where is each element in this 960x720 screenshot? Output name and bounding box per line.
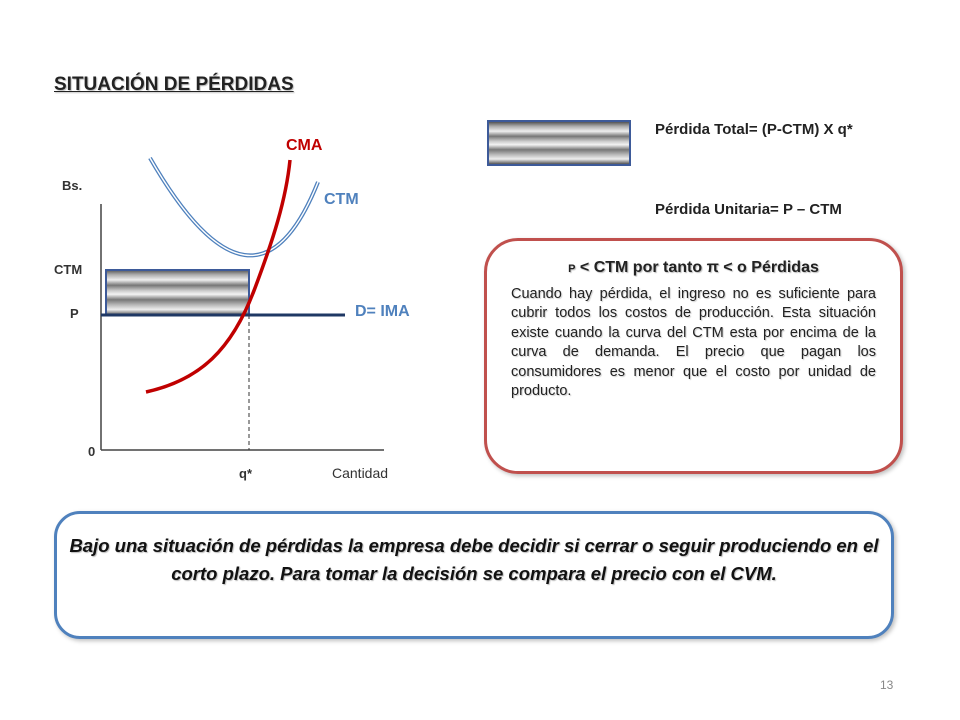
x-axis-label: Cantidad — [332, 465, 389, 481]
ctm-level-label: CTM — [54, 262, 83, 277]
y-axis-label: Bs. — [62, 178, 83, 193]
explanation-body: Cuando hay pérdida, el ingreso no es suficiente para cubrir todos los costos de producción. Esta situación existe cuando la curva del CTM esta por encima de la curva de demanda. El precio que pagan los consumidores es menor que el costo por unidad de producto. — [511, 286, 876, 400]
ctm-curve-highlight — [150, 158, 318, 255]
loss-area — [106, 270, 249, 315]
explanation-heading — [487, 259, 900, 277]
origin-label: 0 — [88, 444, 96, 459]
ctm-curve — [150, 158, 318, 255]
loss-graph — [0, 0, 480, 500]
heading-price-symbol: P — [568, 263, 576, 275]
page-title: SITUACIÓN DE PÉRDIDAS — [54, 74, 294, 95]
ctm-label: CTM — [324, 191, 359, 208]
page-number: 13 — [880, 678, 894, 692]
explanation-box — [484, 238, 903, 474]
unit-loss-formula: Pérdida Unitaria= P – CTM — [655, 201, 842, 218]
loss-area-legend-swatch — [487, 120, 631, 166]
heading-text: < CTM por tanto π < o Pérdidas — [575, 259, 819, 276]
quantity-label: q* — [239, 466, 252, 481]
cma-label: CMA — [286, 137, 323, 154]
price-label: P — [70, 306, 79, 321]
conclusion-box — [54, 511, 894, 639]
demand-label: D= IMA — [355, 303, 410, 320]
total-loss-formula: Pérdida Total= (P-CTM) X q* — [655, 121, 853, 138]
conclusion-text: Bajo una situación de pérdidas la empresa debe decidir si cerrar o seguir produciendo en el corto plazo. Para tomar la decisión se compara el precio con el CVM. — [69, 535, 879, 584]
